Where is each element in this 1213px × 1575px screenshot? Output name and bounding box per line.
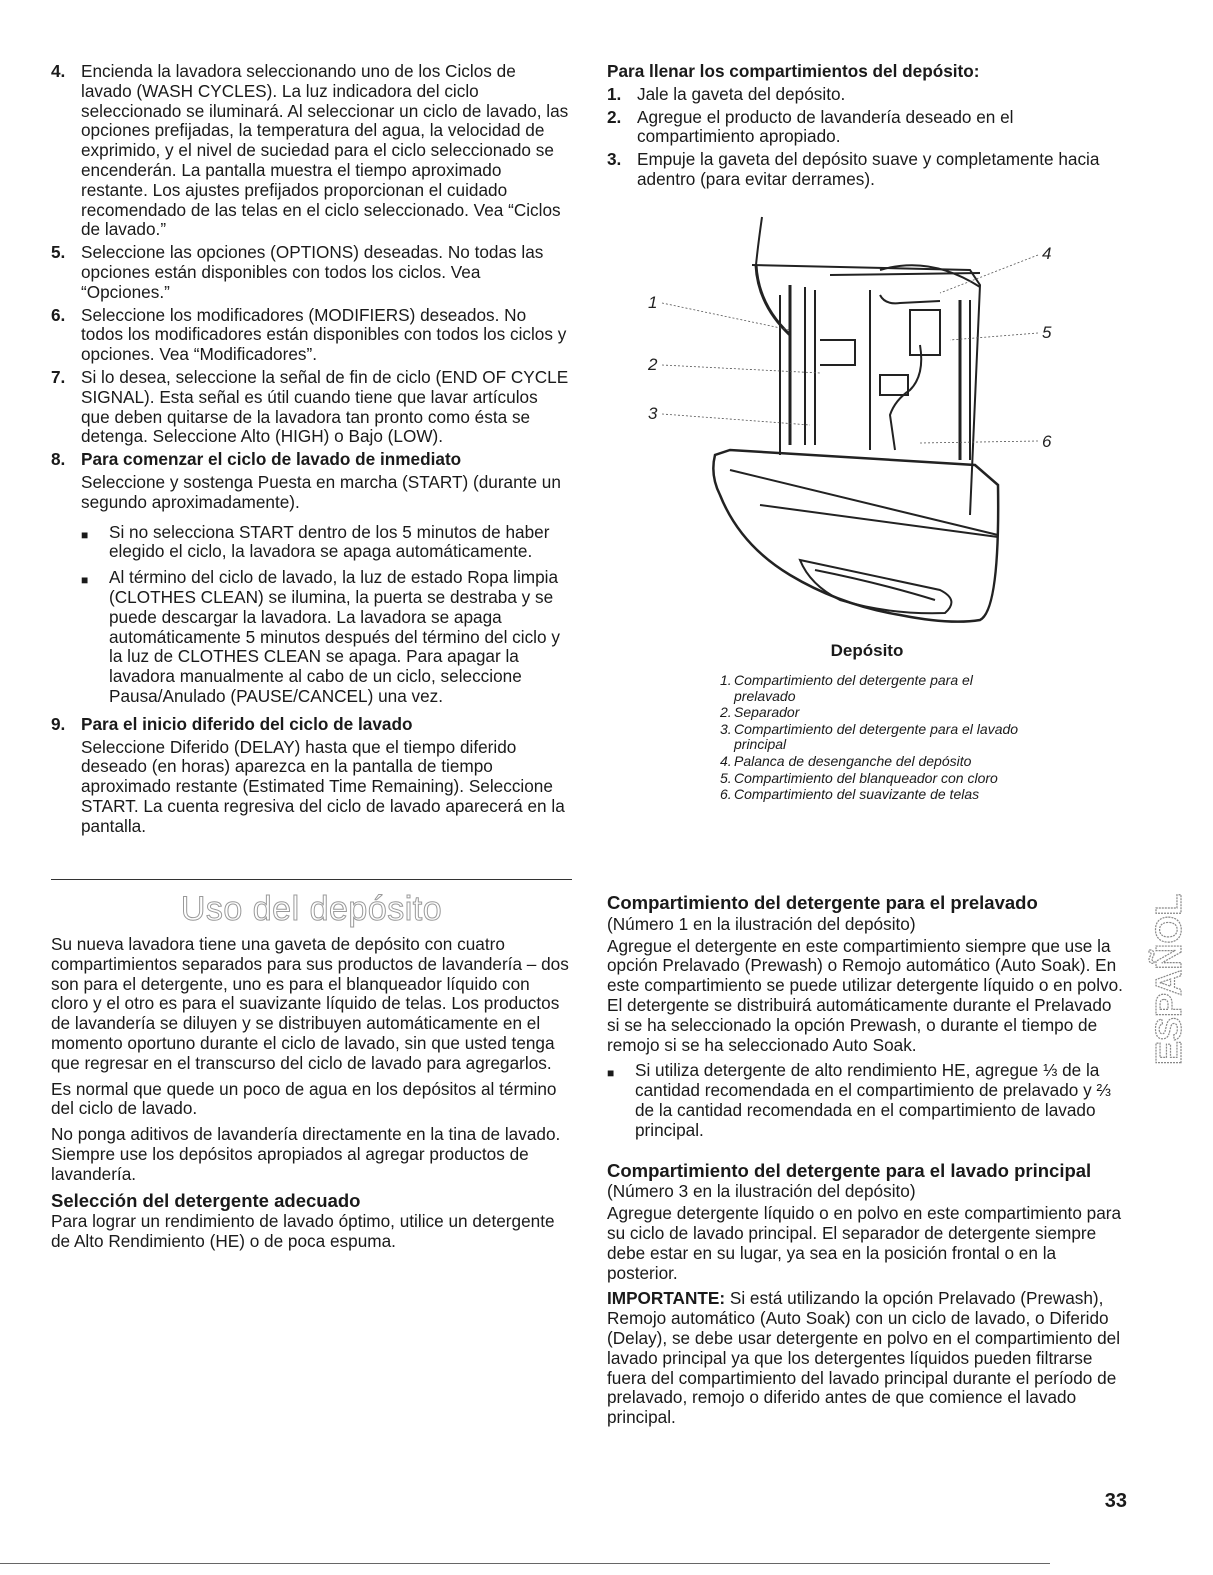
callout-6: 6 [1042, 432, 1052, 451]
step-number: 1. [607, 83, 622, 104]
step-number: 8. [51, 449, 66, 470]
right-column [607, 62, 1127, 193]
step-5 [51, 243, 571, 302]
paragraph: Su nueva lavadora tiene una gaveta de depósito con cuatro compartimientos separados para sus productos de lavandería – dos son para el detergente, uno es para el blanqueador líquido con cloro y el otro es para el suavizante líquido de telas. Los productos de lavandería se diluyen y se distribuyen automáticamente en el momento oportuno durante el ciclo de lavado, sin que usted tenga que regresar en el transcurso del ciclo de lavado para agregarlos. [51, 934, 569, 1073]
step-number: 9. [51, 713, 66, 734]
mainwash-heading: Compartimiento del detergente para el lavado principal [607, 1159, 1092, 1181]
fill-heading: Para llenar los compartimientos del depósito: [607, 61, 980, 81]
step-text: Encienda la lavadora seleccionando uno de los Ciclos de lavado (WASH CYCLES). La luz indicadora del ciclo seleccionado se iluminará. Al seleccionar un ciclo de lavado, las opciones prefijadas, la temperatura del agua, la velocidad de exprimido, y el nivel de suciedad para el ciclo seleccionado se encenderán. La pantalla muestra el tiempo aproximado restante. Los ajustes prefijados proporcionan el cuidado recomendado de las telas en el ciclo seleccionado. Vea “Ciclos de lavado.” [81, 61, 569, 240]
step-number: 6. [51, 304, 66, 325]
section-divider [51, 879, 572, 880]
step-number: 2. [607, 106, 622, 127]
fill-step [607, 85, 1127, 105]
bullet-item [51, 523, 571, 563]
step-8 [51, 450, 571, 470]
legend-item: 1. Compartimiento del detergente para el prelavado [720, 672, 973, 704]
prewash-ref: (Número 1 en la ilustración del depósito) [607, 913, 916, 934]
prewash-heading: Compartimiento del detergente para el prelavado [607, 892, 1038, 913]
step-text: Agregue el producto de lavandería deseado en el compartimiento apropiado. [637, 106, 1014, 147]
fill-step [607, 150, 1127, 190]
callout-4: 4 [1042, 244, 1052, 263]
callout-2: 2 [648, 355, 658, 374]
legend-item: 4. Palanca de desenganche del depósito [720, 752, 972, 769]
step-number: 5. [51, 242, 66, 263]
important-note [607, 1289, 1127, 1428]
paragraph: No ponga aditivos de lavandería directamente en la tina de lavado. Siempre use los depósitos apropiados al agregar productos de lavandería. [51, 1124, 561, 1184]
bullet-item [51, 568, 571, 707]
step-7 [51, 368, 571, 447]
bullet-item [607, 1061, 1127, 1140]
legend-item: 3. Compartimiento del detergente para el lavado principal [720, 720, 1019, 753]
step-heading: Para el inicio diferido del ciclo de lavado [81, 713, 413, 734]
step-9-text: Seleccione Diferido (DELAY) hasta que el tiempo diferido deseado (en horas) aparezca en la pantalla de tiempo aproximado restante (Estimated Time Remaining). Seleccione START. La cuenta regresiva del ciclo de lavado aparecerá en la pantalla. [81, 736, 565, 836]
language-side-tab [1148, 820, 1189, 1070]
bullet-square-icon: ■ [81, 527, 89, 542]
fill-step [607, 108, 1127, 148]
callout-1: 1 [648, 293, 658, 312]
important-label: IMPORTANTE: [607, 1288, 726, 1309]
legend-item: 2. Separador [720, 704, 800, 721]
section-title: Uso del depósito [180, 890, 443, 928]
page-number: 33 [1104, 1490, 1127, 1512]
legend-item: 5. Compartimiento del blanqueador con cloro [720, 769, 998, 786]
bullet-text: Si no selecciona START dentro de los 5 minutos de haber elegido el ciclo, la lavadora se apaga automáticamente. [109, 521, 550, 562]
subheading: Selección del detergente adecuado [51, 1189, 361, 1211]
step-heading: Para comenzar el ciclo de lavado de inmediato [81, 449, 462, 470]
paragraph: Es normal que quede un poco de agua en los depósitos al término del ciclo de lavado. [51, 1078, 557, 1119]
mainwash-ref: (Número 3 en la ilustración del depósito) [607, 1181, 916, 1202]
legend-item: 6. Compartimiento del suavizante de telas [720, 786, 980, 803]
figure-legend [720, 673, 1020, 804]
bullet-square-icon: ■ [607, 1066, 615, 1081]
bullet-text: Al término del ciclo de lavado, la luz de estado Ropa limpia (CLOTHES CLEAN) se ilumina, la puerta se destraba y se puede descargar la lavadora. La lavadora se apaga automáticamente 5 minutos después del término del ciclo y la luz de CLOTHES CLEAN se apaga. Para apagar la lavadora manualmente al cabo de un ciclo, seleccione Pausa/Anulado (PAUSE/CANCEL) una vez. [109, 567, 560, 706]
step-number: 7. [51, 366, 66, 387]
side-tab-text: ESPAÑOL [1148, 893, 1189, 1065]
step-9 [51, 715, 571, 735]
step-8-text: Seleccione y sostenga Puesta en marcha (START) (durante un segundo aproximadamente). [81, 471, 561, 512]
step-4 [51, 62, 571, 240]
figure-title: Depósito [830, 641, 904, 660]
step-text: Seleccione los modificadores (MODIFIERS) deseados. No todos los modificadores están disponibles con todos los ciclos y opciones. Vea “Modificadores”. [81, 304, 567, 365]
step-number: 4. [51, 61, 66, 81]
bullet-square-icon: ■ [81, 573, 89, 588]
left-column [51, 62, 571, 846]
paragraph: Para lograr un rendimiento de lavado óptimo, utilice un detergente de Alto Rendimiento (HE) o de poca espuma. [51, 1211, 555, 1252]
bullet-text: Si utiliza detergente de alto rendimiento HE, agregue ⅓ de la cantidad recomendada en el compartimiento de prelavado y ⅔ de la cantidad recomendada en el compartimiento de lavado principal. [635, 1060, 1111, 1140]
prewash-text: Agregue el detergente en este compartimiento siempre que use la opción Prelavado (Prewash) o Remojo automático (Auto Soak). En este compartimiento se puede utilizar detergente líquido o en polvo. El detergente se distribuirá automáticamente durante el Prelavado si se ha seleccionado la opción Prewash, o durante el tiempo de remojo si se ha seleccionado Auto Soak. [607, 935, 1123, 1055]
step-6 [51, 306, 571, 365]
footer-rule [0, 1563, 1050, 1564]
step-text: Si lo desea, seleccione la señal de fin de ciclo (END OF CYCLE SIGNAL). Esta señal es útil cuando tiene que lavar artículos que deben quitarse de la lavadora tan pronto como ésta se detenga. Seleccione Alto (HIGH) o Bajo (LOW). [81, 366, 569, 447]
step-text: Jale la gaveta del depósito. [637, 83, 846, 104]
step-text: Seleccione las opciones (OPTIONS) deseadas. No todas las opciones están disponibles con todos los ciclos. Vea “Opciones.” [81, 242, 544, 302]
callout-5: 5 [1042, 323, 1052, 342]
callout-3: 3 [648, 404, 658, 423]
left-column-lower [51, 935, 571, 1258]
step-number: 3. [607, 149, 622, 170]
dispenser-illustration [640, 215, 1070, 640]
mainwash-text: Agregue detergente líquido o en polvo en este compartimiento para su ciclo de lavado principal. El separador de detergente siempre debe estar en su lugar, ya sea en la posición frontal o en la posterior. [607, 1203, 1122, 1283]
right-column-lower [607, 893, 1127, 1434]
step-text: Empuje la gaveta del depósito suave y completamente hacia adentro (para evitar derrames). [637, 149, 1100, 189]
important-text: Si está utilizando la opción Prelavado (Prewash), Remojo automático (Auto Soak) con un ciclo de lavado, o Diferido (Delay), se debe usar detergente en polvo en el compartimiento del lavado principal ya que los detergentes líquidos pueden filtrarse fuera del compartimiento del lavado principal durante el período de prelavado, remojo o diferido antes de que comience el lavado principal. [607, 1288, 1121, 1428]
